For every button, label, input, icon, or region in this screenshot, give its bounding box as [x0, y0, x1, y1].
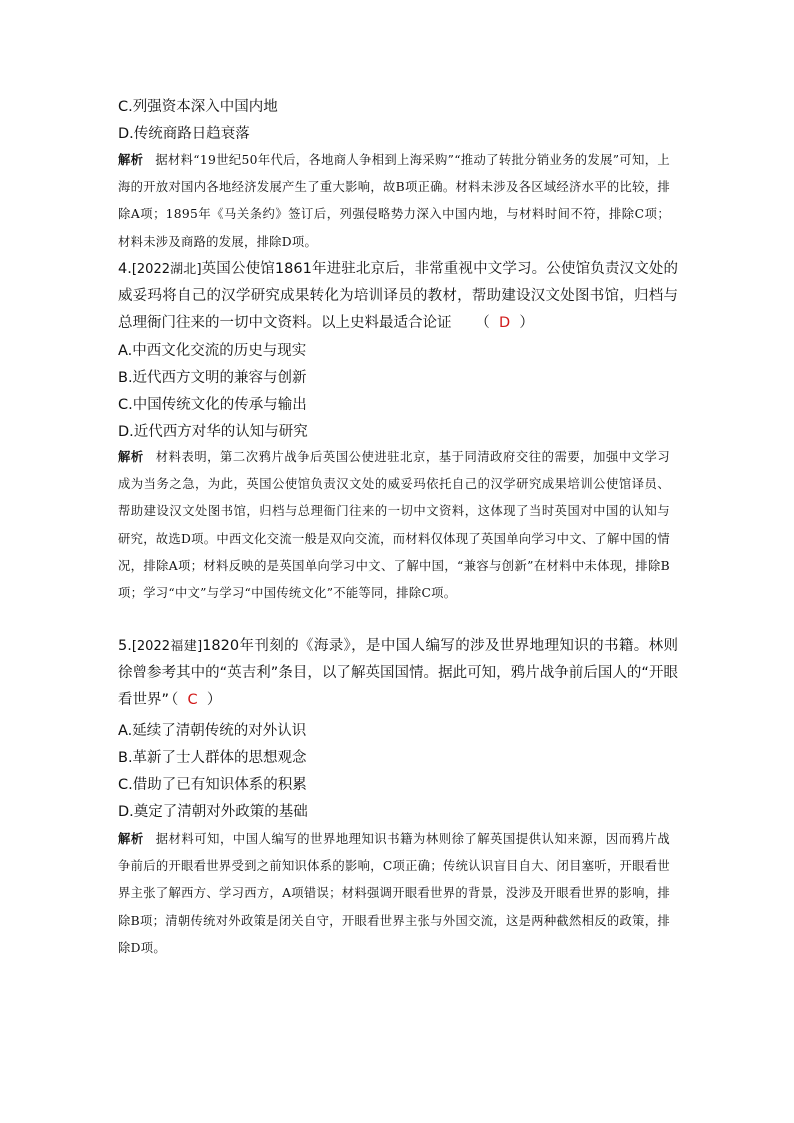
q5-stem [118, 633, 678, 714]
answer-mark: D [499, 315, 511, 331]
analysis-text: 据材料“19世纪50年代后，各地商人争相到上海采购”“推动了转批分销业务的发展”可知，上海的开放对国内各地经济发展产生了重大影响，故B项正确。材料未涉及各区域经济水平的比较，排除A项；1895年《马关条约》签订后，列强侵略势力深入中国内地，与材料时间不符，排除C项；材料未涉及商路的发展，排除D项。 [118, 153, 670, 249]
q4-option-a: A.中西文化交流的历史与现实 [118, 343, 307, 359]
q5-option-b: B.革新了士人群体的思想观念 [118, 750, 307, 766]
q5-option-a: A.延续了清朝传统的对外认识 [118, 723, 307, 739]
paren-close: ） [206, 692, 222, 708]
analysis-label: 解析 [118, 832, 144, 846]
question-source: [2022湖北] [131, 262, 202, 277]
analysis-text: 材料表明，第二次鸦片战争后英国公使进驻北京，基于同清政府交往的需要，加强中文学习成为当务之急，为此，英国公使馆负责汉文处的威妥玛依托自己的汉学研究成果培训公使馆译员、帮助建设汉文处图书馆，归档与总理衙门往来的一切中文资料，这体现了当时英国对中国的认知与研究，故选D项。中西文化交流一般是双向交流，而材料仅体现了英国单向学习中文、了解中国的情况，排除A项；材料反映的是英国单向学习中文、了解中国，“兼容与创新”在材料中未体现，排除B项；学习“中文”与学习“中国传统文化”不能等同，排除C项。 [118, 450, 670, 601]
q4-option-c: C.中国传统文化的传承与输出 [118, 397, 307, 413]
answer-mark: C [187, 692, 198, 708]
q4-analysis [118, 444, 670, 607]
q5-option-c: C.借助了已有知识体系的积累 [118, 777, 307, 793]
q3-option-c: C.列强资本深入中国内地 [118, 99, 278, 115]
q4-stem [118, 256, 678, 337]
analysis-label: 解析 [118, 153, 144, 167]
paren-open: （ [482, 315, 490, 331]
question-stem: 1820年刊刻的《海录》，是中国人编写的涉及世界地理知识的书籍。林则徐曾参考其中的“英吉利”条目，以了解英国国情。据此可知，鸦片战争前后国人的“开眼看世界” [118, 638, 678, 708]
paren-open: （ [171, 692, 179, 708]
question-number: 5. [118, 638, 132, 654]
q4-option-b: B.近代西方文明的兼容与创新 [118, 370, 307, 386]
q5-analysis [118, 826, 670, 962]
paren-close: ） [519, 315, 534, 331]
question-stem: 英国公使馆1861年进驻北京后，非常重视中文学习。公使馆负责汉文处的威妥玛将自己的汉学研究成果转化为培训译员的教材，帮助建设汉文处图书馆，归档与总理衙门往来的一切中文资料。以上史料最适合论证 [118, 261, 678, 331]
q4-option-d: D.近代西方对华的认知与研究 [118, 424, 308, 440]
question-number: 4. [118, 261, 132, 277]
q5-option-d: D.奠定了清朝对外政策的基础 [118, 804, 308, 820]
q3-analysis [118, 147, 670, 256]
analysis-label: 解析 [118, 450, 144, 464]
q3-option-d: D.传统商路日趋衰落 [118, 126, 250, 142]
analysis-text: 据材料可知，中国人编写的世界地理知识书籍为林则徐了解英国提供认知来源，因而鸦片战争前后的开眼看世界受到之前知识体系的影响，C项正确；传统认识盲目自大、闭目塞听，开眼看世界主张了解西方、学习西方，A项错误；材料强调开眼看世界的背景，没涉及开眼看世界的影响，排除B项；清朝传统对外政策是闭关自守，开眼看世界主张与外国交流，这是两种截然相反的政策，排除D项。 [118, 832, 670, 955]
question-source: [2022福建] [131, 639, 203, 654]
